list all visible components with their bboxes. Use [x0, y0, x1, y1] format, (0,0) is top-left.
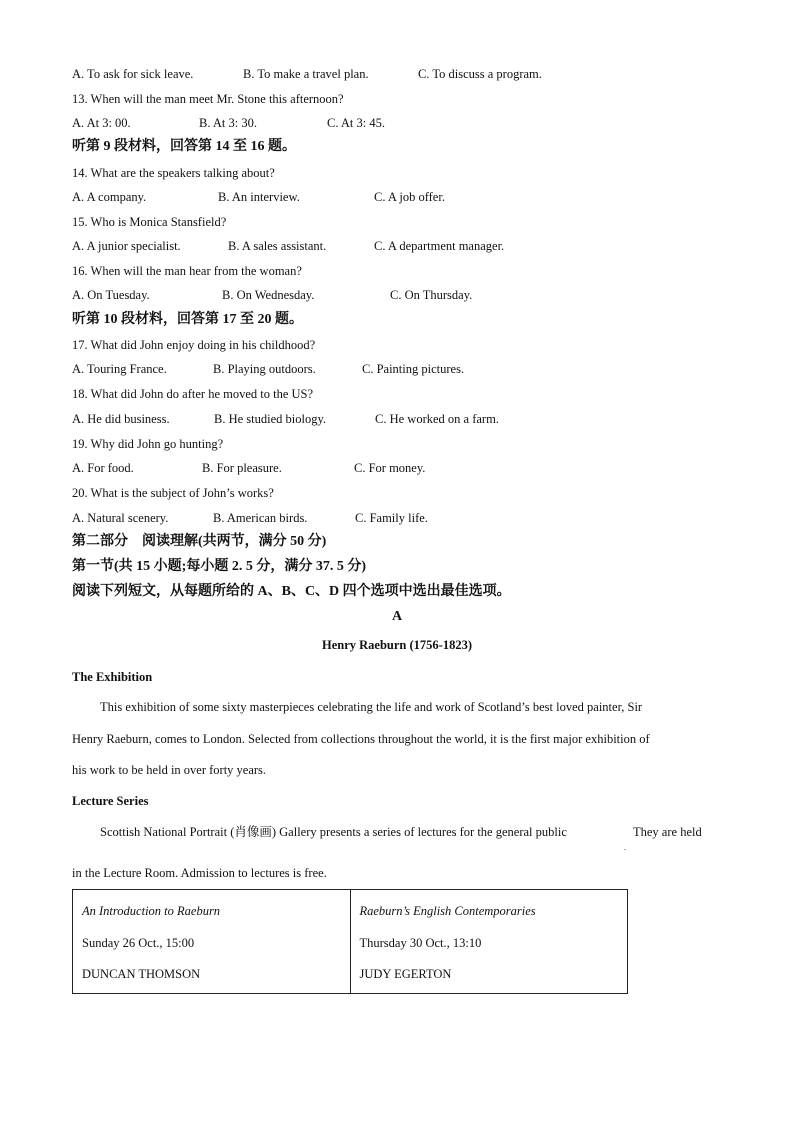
q20-option-b: B. American birds. [213, 511, 308, 525]
q17-question: 17. What did John enjoy doing in his childhood? [72, 338, 316, 352]
q18-option-a: A. He did business. [72, 412, 170, 426]
passage-title: Henry Raeburn (1756-1823) [322, 638, 472, 652]
lecture-1-speaker: DUNCAN THOMSON [82, 967, 201, 981]
lecture-line-2: in the Lecture Room. Admission to lectures is free. [72, 866, 327, 880]
section-10-heading: 听第 10 段材料，回答第 17 至 20 题。 [72, 312, 303, 327]
q19-question: 19. Why did John go hunting? [72, 437, 224, 451]
lecture-2-time: Thursday 30 Oct., 13:10 [359, 936, 482, 950]
q12-option-c: C. To discuss a program. [418, 67, 542, 81]
q13-question: 13. When will the man meet Mr. Stone this afternoon? [72, 92, 344, 106]
lecture-2-title: Raeburn’s English Contemporaries [359, 904, 536, 918]
table-row [73, 890, 628, 994]
q14-option-c: C. A job offer. [374, 190, 445, 204]
q12-option-a: A. To ask for sick leave. [72, 67, 194, 81]
q19-option-c: C. For money. [354, 461, 426, 475]
q13-option-b: B. At 3: 30. [199, 116, 257, 130]
lecture-line-1: Scottish National Portrait (肖像画) Gallery presents a series of lectures for the general public [100, 825, 567, 839]
stray-dot: . [624, 843, 626, 852]
q17-option-b: B. Playing outdoors. [213, 362, 316, 376]
q16-option-a: A. On Tuesday. [72, 288, 150, 302]
lecture-cell-2 [350, 890, 628, 994]
q18-option-b: B. He studied biology. [214, 412, 327, 426]
exhibition-line-1: This exhibition of some sixty masterpieces celebrating the life and work of Scotland’s best loved painter, Sir [100, 700, 643, 714]
exhibition-heading: The Exhibition [72, 670, 153, 684]
lecture-1-time: Sunday 26 Oct., 15:00 [82, 936, 195, 950]
q18-question: 18. What did John do after he moved to the US? [72, 387, 314, 401]
q16-option-b: B. On Wednesday. [222, 288, 315, 302]
lecture-1-title: An Introduction to Raeburn [82, 904, 221, 918]
q19-option-a: A. For food. [72, 461, 134, 475]
q13-option-a: A. At 3: 00. [72, 116, 131, 130]
lecture-2-speaker: JUDY EGERTON [359, 967, 452, 981]
lecture-cell-1 [73, 890, 351, 994]
exhibition-line-2: Henry Raeburn, comes to London. Selected from collections throughout the world, it is the first major exhibition of [72, 732, 650, 746]
q17-option-a: A. Touring France. [72, 362, 167, 376]
exhibition-line-3: his work to be held in over forty years. [72, 763, 267, 777]
q18-option-c: C. He worked on a farm. [375, 412, 499, 426]
q17-option-c: C. Painting pictures. [362, 362, 465, 376]
reading-instruction: 阅读下列短文，从每题所给的 A、B、C、D 四个选项中选出最佳选项。 [72, 584, 511, 599]
q15-option-c: C. A department manager. [374, 239, 505, 253]
passage-letter: A [391, 609, 403, 624]
part-2-heading: 第二部分 阅读理解(共两节，满分 50 分) [72, 534, 327, 549]
q14-option-a: A. A company. [72, 190, 147, 204]
q15-option-a: A. A junior specialist. [72, 239, 181, 253]
lecture-series-heading: Lecture Series [72, 794, 149, 808]
q12-option-b: B. To make a travel plan. [243, 67, 369, 81]
q15-question: 15. Who is Monica Stansfield? [72, 215, 227, 229]
section-9-heading: 听第 9 段材料，回答第 14 至 16 题。 [72, 139, 296, 154]
q15-option-b: B. A sales assistant. [228, 239, 327, 253]
q16-option-c: C. On Thursday. [390, 288, 473, 302]
lecture-line-1-end: They are held [633, 825, 702, 839]
q19-option-b: B. For pleasure. [202, 461, 282, 475]
q20-option-a: A. Natural scenery. [72, 511, 169, 525]
lecture-table [72, 889, 628, 994]
q20-question: 20. What is the subject of John’s works? [72, 486, 274, 500]
q14-question: 14. What are the speakers talking about? [72, 166, 275, 180]
q13-option-c: C. At 3: 45. [327, 116, 385, 130]
q16-question: 16. When will the man hear from the woman? [72, 264, 302, 278]
q14-option-b: B. An interview. [218, 190, 300, 204]
section-1-heading: 第一节(共 15 小题;每小题 2. 5 分，满分 37. 5 分) [72, 559, 366, 574]
q20-option-c: C. Family life. [355, 511, 428, 525]
